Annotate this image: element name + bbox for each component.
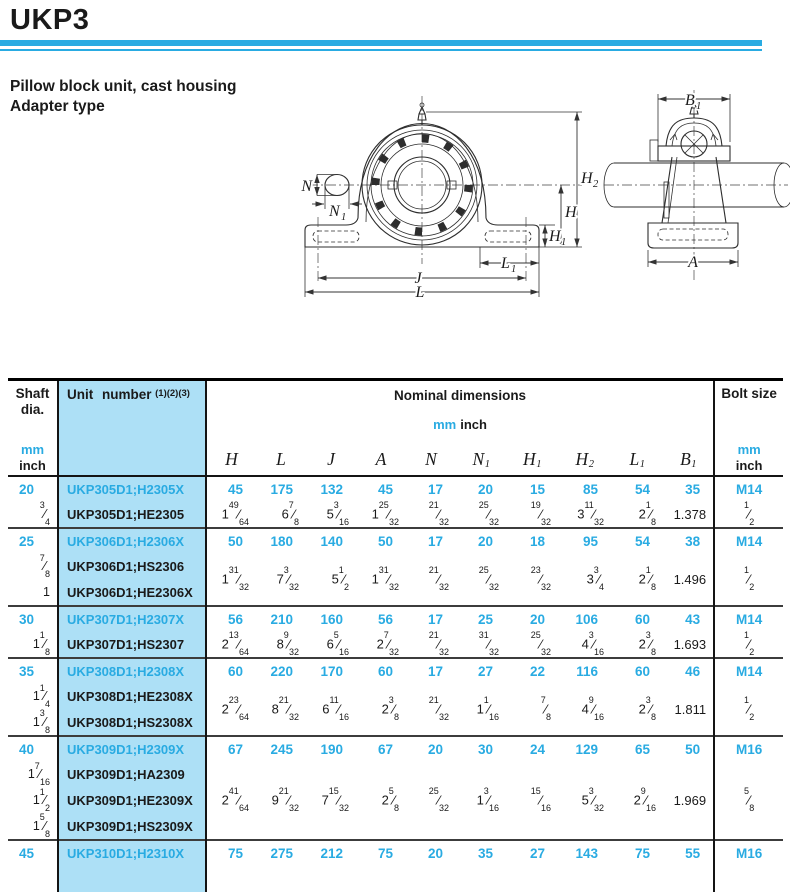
dim-mm-cell: 67 [377, 741, 393, 757]
dim-inch-cell: $8^{21}⁄_{32}$ [271, 695, 299, 722]
dim-mm-cell: 45 [227, 481, 243, 497]
dim-mm-cell: 95 [582, 533, 598, 549]
dim-mm-cell: 17 [427, 611, 443, 627]
dim-mm-cell: 160 [320, 611, 343, 627]
dim-inch-cell: $2^5⁄_8$ [381, 786, 399, 813]
dim-mm-cell: 220 [270, 663, 293, 679]
dim-mm-cell: 25 [477, 611, 493, 627]
nominal-mm-label: mm [433, 417, 457, 432]
dim-inch-cell: $2^{13}⁄_{64}$ [221, 630, 249, 657]
shaft-dia-title: Shaft dia. [15, 386, 50, 417]
dim-inch-cell [256, 866, 306, 892]
dim-inch-cell: $2^{41}⁄_{64}$ [221, 786, 249, 813]
bolt-inch-cell: $^1⁄_2$ [714, 502, 783, 528]
subtitle-line1: Pillow block unit, cast housing [10, 78, 237, 95]
front-view [300, 96, 599, 301]
shaft-inch-cell: $1^1⁄_4$ [32, 682, 50, 710]
dim-mm-cell: 24 [529, 741, 545, 757]
inch-row [8, 502, 783, 528]
bolt-size-title: Bolt size [721, 386, 777, 401]
shaft-inch-cell: $1^1⁄_2$ [32, 786, 50, 814]
spec-table [8, 378, 783, 892]
dim-mm-cell: 67 [227, 741, 243, 757]
dim-mm-cell: 35 [685, 481, 701, 497]
dim-inch-cell [663, 866, 714, 892]
dim-inch-cell: $^{15}⁄_{16}$ [530, 786, 551, 813]
dim-mm-cell: 56 [377, 611, 393, 627]
shaft-mm-cell: 20 [19, 481, 35, 497]
dim-mm-cell: 27 [529, 845, 545, 861]
dim-inch-cell: $1^{49}⁄_{64}$ [221, 500, 249, 527]
bolt-inch-cell: $^1⁄_2$ [714, 554, 783, 606]
dim-inch-cell: $2^3⁄_8$ [638, 630, 656, 657]
dim-inch-cell: $2^7⁄_{32}$ [376, 630, 399, 657]
dim-inch-cell: $5^1⁄_2$ [331, 565, 349, 592]
dim-mm-cell: 45 [377, 481, 393, 497]
dim-inch-cell: $7^3⁄_{32}$ [276, 565, 299, 592]
mm-row [8, 736, 783, 762]
dim-mm-cell: 175 [270, 481, 293, 497]
dim-mm-cell: 170 [320, 663, 343, 679]
unit-cell: UKP309D1;HA2309 [58, 762, 206, 788]
dim-label-B1: B [685, 92, 695, 109]
bolt-inch-label: inch [735, 458, 763, 473]
dim-mm-cell: 50 [377, 533, 393, 549]
shaft-inch-cell [8, 866, 58, 892]
dim-inch-cell: $6^7⁄_8$ [281, 500, 299, 527]
dim-inch-cell: $3^{11}⁄_{32}$ [577, 500, 604, 527]
dim-mm-cell: 35 [477, 845, 493, 861]
dim-inch-cell [506, 866, 558, 892]
nominal-dimensions-title: Nominal dimensions [394, 388, 527, 403]
shaft-mm-cell: 35 [19, 663, 35, 679]
bolt-mm-label: mm [737, 442, 761, 457]
dim-mm-cell: 60 [634, 663, 650, 679]
dim-mm-cell: 17 [427, 533, 443, 549]
dim-inch-cell: $1^{31}⁄_{32}$ [221, 565, 249, 592]
dim-label-B1-sub: 1 [696, 101, 702, 112]
dim-inch-cell: $8^9⁄_{32}$ [276, 630, 299, 657]
dim-mm-cell: 143 [575, 845, 598, 861]
dim-mm-cell: 245 [270, 741, 293, 757]
dim-label-H2: H [581, 170, 593, 187]
dim-mm-cell: 116 [576, 663, 598, 679]
dim-inch-cell: $^{19}⁄_{32}$ [530, 500, 551, 527]
page-title: UKP3 [10, 4, 90, 36]
dim-label-N1-sub: 1 [341, 212, 347, 223]
col-header-A: A [375, 448, 387, 469]
unit-cell: UKP305D1;HE2305 [58, 502, 206, 528]
dim-inch-cell: $^{21}⁄_{32}$ [428, 565, 449, 592]
row-group-35 [8, 658, 783, 736]
dim-inch-cell: $4^3⁄_{16}$ [581, 630, 604, 657]
unit-cell: UKP309D1;HS2309X [58, 814, 206, 840]
shaft-dia-header [8, 380, 58, 476]
dim-inch-cell: $9^{21}⁄_{32}$ [271, 786, 299, 813]
dim-inch-cell: $^{25}⁄_{32}$ [530, 630, 551, 657]
shaft-inch-cell: 1 [43, 585, 50, 599]
unit-cell: UKP309D1;H2309X [58, 736, 206, 762]
dim-label-L1: L [501, 255, 510, 272]
dim-label-L: L [415, 284, 425, 301]
dim-mm-cell: 75 [377, 845, 393, 861]
header-rule-thin [0, 49, 762, 51]
inch-row [8, 762, 783, 788]
dim-inch-cell [611, 866, 663, 892]
col-header-H: H [225, 448, 238, 469]
dim-mm-cell: 106 [575, 611, 598, 627]
dim-mm-cell: 212 [320, 845, 343, 861]
page-subtitle [10, 77, 237, 116]
col-header-L1: L1 [629, 448, 645, 470]
dim-mm-cell: 20 [529, 611, 545, 627]
inch-row [8, 632, 783, 658]
mm-row [8, 606, 783, 632]
dim-mm-cell: 17 [427, 663, 443, 679]
shaft-mm-cell: 45 [19, 845, 35, 861]
dim-mm-cell: 65 [634, 741, 650, 757]
dim-inch-cell: $1^{25}⁄_{32}$ [371, 500, 399, 527]
dim-mm-cell: 75 [227, 845, 243, 861]
dim-inch-cell: $^{21}⁄_{32}$ [428, 630, 449, 657]
dim-label-H1-sub: 1 [561, 237, 567, 248]
dim-inch-cell [558, 866, 611, 892]
unit-cell: UKP308D1;H2308X [58, 658, 206, 684]
bolt-size-header [714, 380, 783, 476]
dim-label-N: N [301, 178, 312, 195]
col-header-B1: B1 [680, 448, 697, 470]
dim-mm-cell: 17 [427, 481, 443, 497]
dim-inch-cell [406, 866, 456, 892]
shaft-inch-cell: $1^7⁄_{16}$ [27, 760, 50, 788]
dim-mm-cell: 54 [634, 481, 650, 497]
bolt-mm-cell: M14 [714, 528, 783, 554]
shaft-inch-cell: $^7⁄_8$ [39, 552, 50, 580]
row-group-45 [8, 840, 783, 892]
dim-inch-cell [206, 866, 256, 892]
col-header-N: N [425, 448, 437, 469]
shaft-mm-cell: 40 [19, 741, 35, 757]
row-group-25 [8, 528, 783, 606]
shaft-mm-cell: 25 [19, 533, 35, 549]
unit-cell: UKP308D1;HE2308X [58, 684, 206, 710]
unit-cell: UKP305D1;H2305X [58, 476, 206, 502]
dim-inch-cell: $2^3⁄_8$ [638, 695, 656, 722]
dim-inch-cell: 1.969 [673, 792, 707, 808]
dim-label-H1: H [549, 228, 561, 245]
dim-mm-cell: 60 [377, 663, 393, 679]
shaft-mm-cell: 30 [19, 611, 35, 627]
bolt-inch-cell [714, 866, 783, 892]
dim-mm-cell: 190 [320, 741, 343, 757]
dim-inch-cell: $2^3⁄_8$ [381, 695, 399, 722]
dim-mm-cell: 60 [634, 611, 650, 627]
dim-mm-cell: 50 [685, 741, 701, 757]
bolt-mm-cell: M14 [714, 658, 783, 684]
unit-cell: UKP307D1;HS2307 [58, 632, 206, 658]
inch-row [8, 684, 783, 710]
unit-cell: UKP306D1;HE2306X [58, 580, 206, 606]
table-header [8, 380, 783, 476]
dim-mm-cell: 132 [320, 481, 343, 497]
nominal-dimensions-header [206, 380, 714, 438]
dim-inch-cell: 1.496 [673, 571, 707, 587]
dim-inch-cell: $3^3⁄_4$ [586, 565, 604, 592]
unit-cell [58, 866, 206, 892]
dim-label-J: J [414, 270, 422, 287]
col-header-L: L [276, 448, 286, 469]
dim-inch-cell: $7^{15}⁄_{32}$ [321, 786, 349, 813]
shaft-inch-cell: $1^5⁄_8$ [32, 812, 50, 839]
dim-mm-cell: 85 [582, 481, 598, 497]
grease-nipple-icon [418, 103, 426, 125]
shaft-mm-label: mm [20, 442, 45, 457]
dim-mm-cell: 46 [685, 663, 701, 679]
dim-inch-cell: $^{31}⁄_{32}$ [478, 630, 499, 657]
unit-cell: UKP306D1;HS2306 [58, 554, 206, 580]
dim-mm-cell: 140 [320, 533, 343, 549]
dim-mm-cell: 180 [270, 533, 293, 549]
bolt-inch-cell: $^5⁄_8$ [714, 762, 783, 840]
bolt-inch-cell: $^1⁄_2$ [714, 632, 783, 658]
technical-drawing [268, 82, 790, 327]
dim-inch-cell [306, 866, 356, 892]
bolt-mm-cell: M14 [714, 606, 783, 632]
dim-mm-cell: 43 [685, 611, 701, 627]
dim-inch-cell: 1.811 [674, 701, 707, 717]
row-group-20 [8, 476, 783, 528]
dim-mm-cell: 210 [270, 611, 293, 627]
dim-inch-cell [356, 866, 406, 892]
dim-label-A: A [688, 254, 698, 271]
dim-mm-cell: 54 [634, 533, 650, 549]
dim-inch-cell: $^7⁄_8$ [540, 695, 551, 722]
unit-cell: UKP307D1;H2307X [58, 606, 206, 632]
mm-row [8, 658, 783, 684]
inch-row [8, 866, 783, 892]
nominal-inch-label: inch [460, 417, 487, 432]
dim-mm-cell: 56 [227, 611, 243, 627]
dim-inch-cell: $^{21}⁄_{32}$ [428, 695, 449, 722]
unit-cell: UKP306D1;H2306X [58, 528, 206, 554]
dim-mm-cell: 129 [575, 741, 598, 757]
dim-mm-cell: 275 [270, 845, 293, 861]
dim-inch-cell [456, 866, 506, 892]
dim-label-L1-sub: 1 [511, 264, 517, 275]
mm-row [8, 476, 783, 502]
dim-inch-cell: $5^3⁄_{16}$ [326, 500, 349, 527]
dim-inch-cell: $2^{23}⁄_{64}$ [221, 695, 249, 722]
shaft-inch-label: inch [19, 458, 46, 473]
side-view [604, 90, 790, 282]
bolt-mm-cell: M16 [714, 736, 783, 762]
dim-mm-cell: 20 [477, 533, 493, 549]
dim-inch-cell: $6^5⁄_{16}$ [326, 630, 349, 657]
shaft-inch-cell: $1^3⁄_8$ [32, 708, 50, 735]
dim-inch-cell: $5^3⁄_{32}$ [581, 786, 604, 813]
unit-number-header [58, 380, 206, 476]
unit-cell: UKP310D1;H2310X [58, 840, 206, 866]
dim-mm-cell: 55 [685, 845, 701, 861]
dim-mm-cell: 20 [427, 845, 443, 861]
dim-inch-cell: $6^{11}⁄_{16}$ [322, 695, 349, 722]
inch-row [8, 554, 783, 580]
col-header-H2: H2 [575, 448, 594, 470]
mm-row [8, 840, 783, 866]
dim-inch-cell: $1^1⁄_{16}$ [476, 695, 499, 722]
dim-inch-cell: $4^9⁄_{16}$ [581, 695, 604, 722]
dim-mm-cell: 50 [227, 533, 243, 549]
bolt-mm-cell: M16 [714, 840, 783, 866]
dim-mm-cell: 15 [529, 481, 545, 497]
unit-cell: UKP308D1;HS2308X [58, 710, 206, 736]
dim-inch-cell: 1.693 [673, 636, 707, 652]
row-group-30 [8, 606, 783, 658]
dim-label-H2-sub: 2 [593, 179, 599, 190]
header-rule-thick [0, 40, 762, 46]
unit-number-footnote-refs: (1)(2)(3) [155, 388, 190, 399]
dim-mm-cell: 20 [477, 481, 493, 497]
dim-mm-cell: 38 [685, 533, 701, 549]
bolt-inch-cell: $^1⁄_2$ [714, 684, 783, 736]
dim-inch-cell: $^{25}⁄_{32}$ [428, 786, 449, 813]
dim-mm-cell: 18 [529, 533, 545, 549]
dim-inch-cell: 1.378 [673, 506, 707, 522]
mm-row [8, 528, 783, 554]
dim-mm-cell: 27 [477, 663, 493, 679]
dim-inch-cell: $^{21}⁄_{32}$ [428, 500, 449, 527]
dim-mm-cell: 75 [634, 845, 650, 861]
dim-label-N1: N [329, 203, 340, 220]
dim-mm-cell: 30 [477, 741, 493, 757]
row-group-40 [8, 736, 783, 840]
dim-inch-cell: $^{25}⁄_{32}$ [478, 500, 499, 527]
dim-inch-cell: $^{23}⁄_{32}$ [530, 565, 551, 592]
dim-inch-cell: $2^1⁄_8$ [638, 500, 656, 527]
unit-number-title: Unit number [67, 387, 152, 402]
unit-cell: UKP309D1;HE2309X [58, 788, 206, 814]
dim-inch-cell: $^{25}⁄_{32}$ [478, 565, 499, 592]
dim-inch-cell: $1^3⁄_{16}$ [476, 786, 499, 813]
shaft-inch-cell: $^3⁄_4$ [39, 500, 50, 527]
bolt-mm-cell: M14 [714, 476, 783, 502]
dim-mm-cell: 22 [529, 663, 545, 679]
col-header-N1: N1 [472, 448, 490, 470]
dim-inch-cell: $2^1⁄_8$ [638, 565, 656, 592]
col-header-H1: H1 [523, 448, 542, 470]
subtitle-line2: Adapter type [10, 97, 105, 115]
shaft-inch-cell: $1^1⁄_8$ [32, 630, 50, 657]
dim-inch-cell: $1^{31}⁄_{32}$ [371, 565, 399, 592]
dim-mm-cell: 60 [227, 663, 243, 679]
col-header-J: J [327, 448, 335, 469]
dim-inch-cell: $2^9⁄_{16}$ [633, 786, 656, 813]
dim-label-H: H [565, 204, 577, 221]
dim-mm-cell: 20 [427, 741, 443, 757]
